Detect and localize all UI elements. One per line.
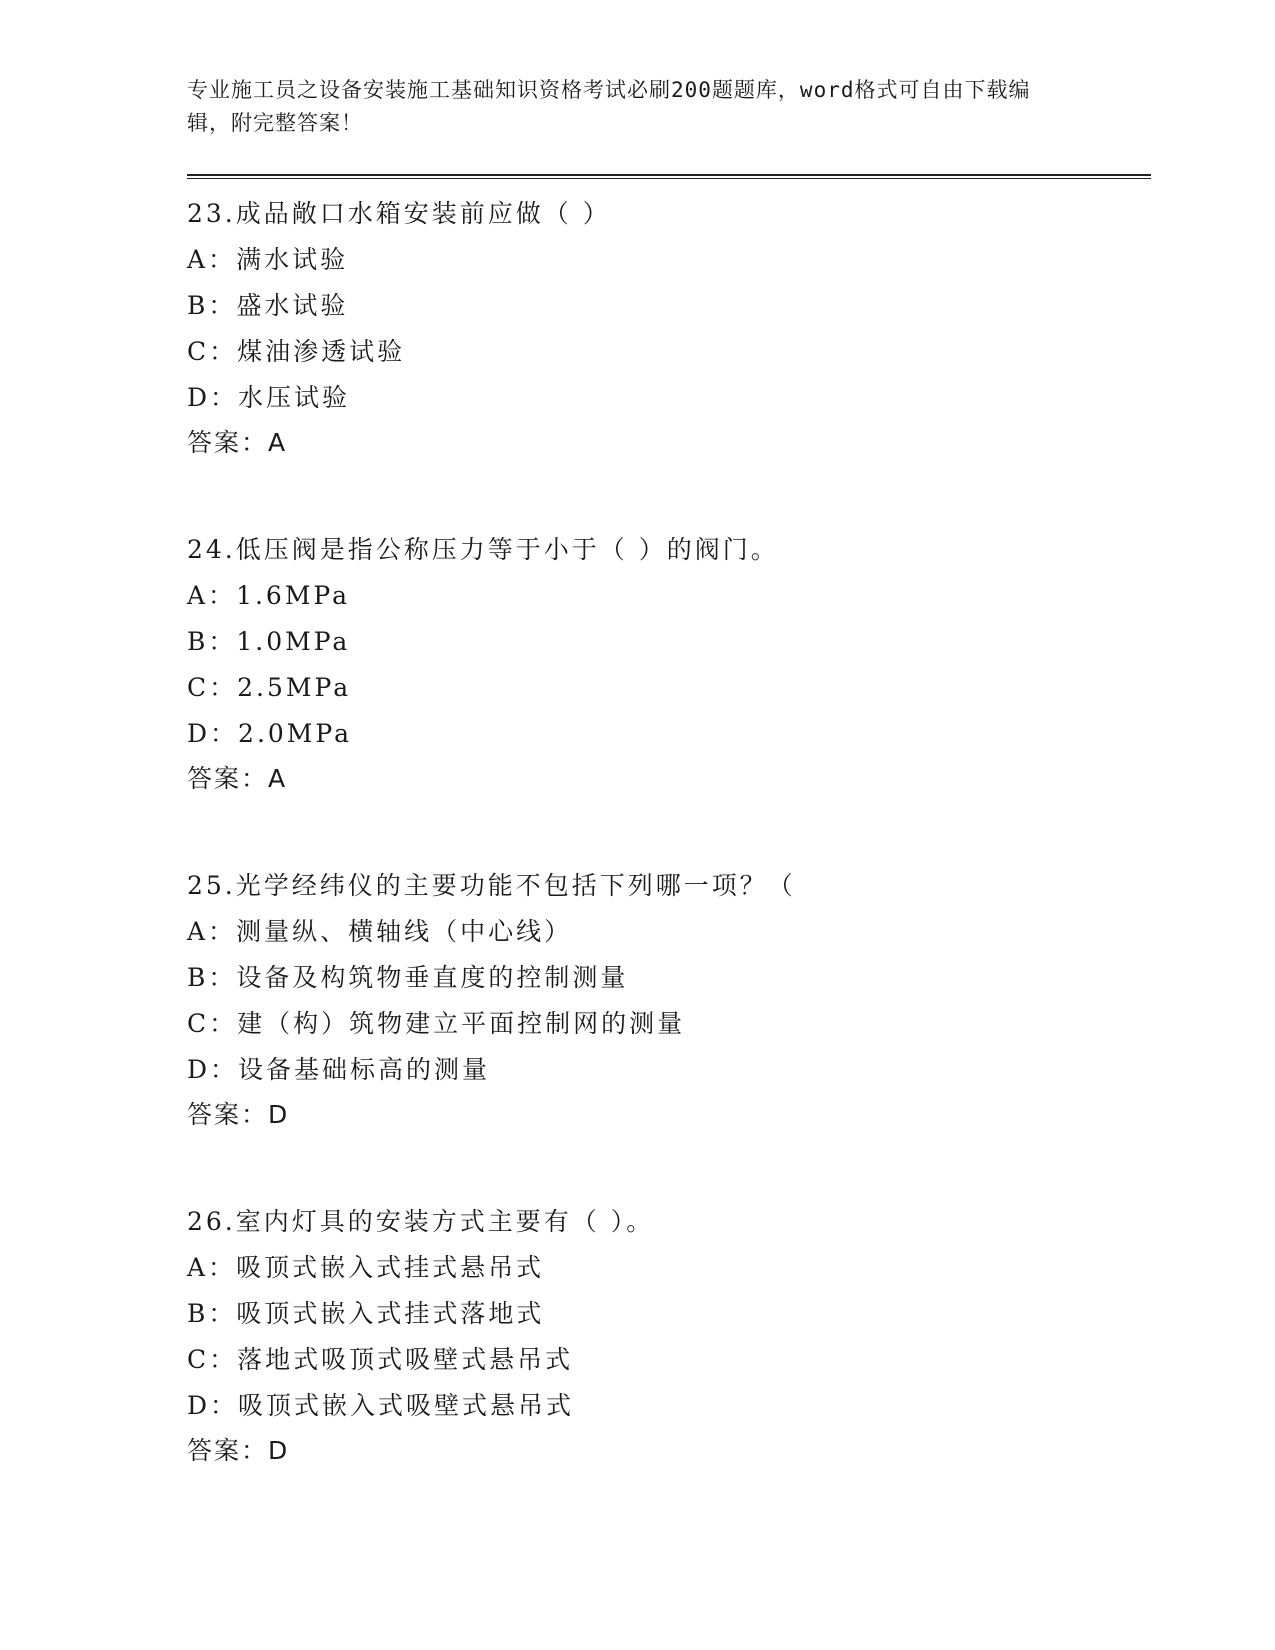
question-item (187, 863, 1147, 1137)
option-text: 1.6MPa (236, 581, 351, 610)
option-key: D： (187, 1055, 239, 1084)
option-c (187, 1337, 1147, 1383)
option-b (187, 619, 1147, 665)
option-text: 设备及构筑物垂直度的控制测量 (236, 963, 629, 992)
answer-label: 答案：A (187, 428, 288, 457)
question-item (187, 191, 1147, 465)
question-stem: 26.室内灯具的安装方式主要有（ ）。 (187, 1207, 655, 1236)
answer-label: 答案：D (187, 1436, 290, 1465)
question-list (187, 191, 1147, 1473)
option-key: A： (187, 917, 237, 946)
option-key: B： (187, 627, 237, 656)
option-text: 吸顶式嵌入式挂式悬吊式 (236, 1253, 545, 1282)
option-text: 设备基础标高的测量 (238, 1055, 491, 1084)
option-key: C： (187, 1345, 238, 1374)
option-a (187, 909, 1147, 955)
question-item (187, 527, 1147, 801)
header-divider (187, 174, 1151, 179)
option-text: 建（构）筑物建立平面控制网的测量 (237, 1009, 686, 1038)
option-key: A： (187, 1253, 237, 1282)
option-text: 2.5MPa (237, 673, 352, 702)
option-key: D： (187, 719, 239, 748)
option-a (187, 237, 1147, 283)
option-key: D： (187, 383, 239, 412)
document-header: 专业施工员之设备安装施工基础知识资格考试必刷200题题库，word格式可自由下载编辑，附完整答案！ (187, 78, 1031, 135)
option-d (187, 711, 1147, 757)
answer-label: 答案：D (187, 1100, 290, 1129)
option-key: D： (187, 1391, 239, 1420)
document-page (187, 74, 1147, 1535)
option-c (187, 665, 1147, 711)
option-key: A： (187, 581, 237, 610)
option-key: A： (187, 245, 237, 274)
option-text: 盛水试验 (236, 291, 349, 320)
question-stem: 23.成品敞口水箱安装前应做（ ） (187, 199, 611, 228)
option-text: 煤油渗透试验 (237, 337, 406, 366)
option-key: C： (187, 673, 238, 702)
question-stem: 25.光学经纬仪的主要功能不包括下列哪一项？（ (187, 871, 796, 900)
option-text: 2.0MPa (238, 719, 353, 748)
option-key: B： (187, 963, 237, 992)
option-d (187, 1383, 1147, 1429)
option-text: 满水试验 (236, 245, 349, 274)
option-b (187, 955, 1147, 1001)
option-key: C： (187, 1009, 238, 1038)
option-d (187, 1047, 1147, 1093)
option-text: 1.0MPa (236, 627, 351, 656)
option-b (187, 283, 1147, 329)
option-text: 吸顶式嵌入式吸壁式悬吊式 (238, 1391, 575, 1420)
option-key: C： (187, 337, 238, 366)
option-a (187, 1245, 1147, 1291)
option-key: B： (187, 1299, 237, 1328)
option-a (187, 573, 1147, 619)
option-c (187, 329, 1147, 375)
option-b (187, 1291, 1147, 1337)
option-text: 水压试验 (238, 383, 351, 412)
option-text: 吸顶式嵌入式挂式落地式 (236, 1299, 545, 1328)
option-d (187, 375, 1147, 421)
option-c (187, 1001, 1147, 1047)
option-text: 测量纵、横轴线（中心线） (236, 917, 573, 946)
option-key: B： (187, 291, 237, 320)
option-text: 落地式吸顶式吸壁式悬吊式 (237, 1345, 574, 1374)
answer-label: 答案：A (187, 764, 288, 793)
question-stem: 24.低压阀是指公称压力等于小于（ ）的阀门。 (187, 535, 779, 564)
question-item (187, 1199, 1147, 1473)
